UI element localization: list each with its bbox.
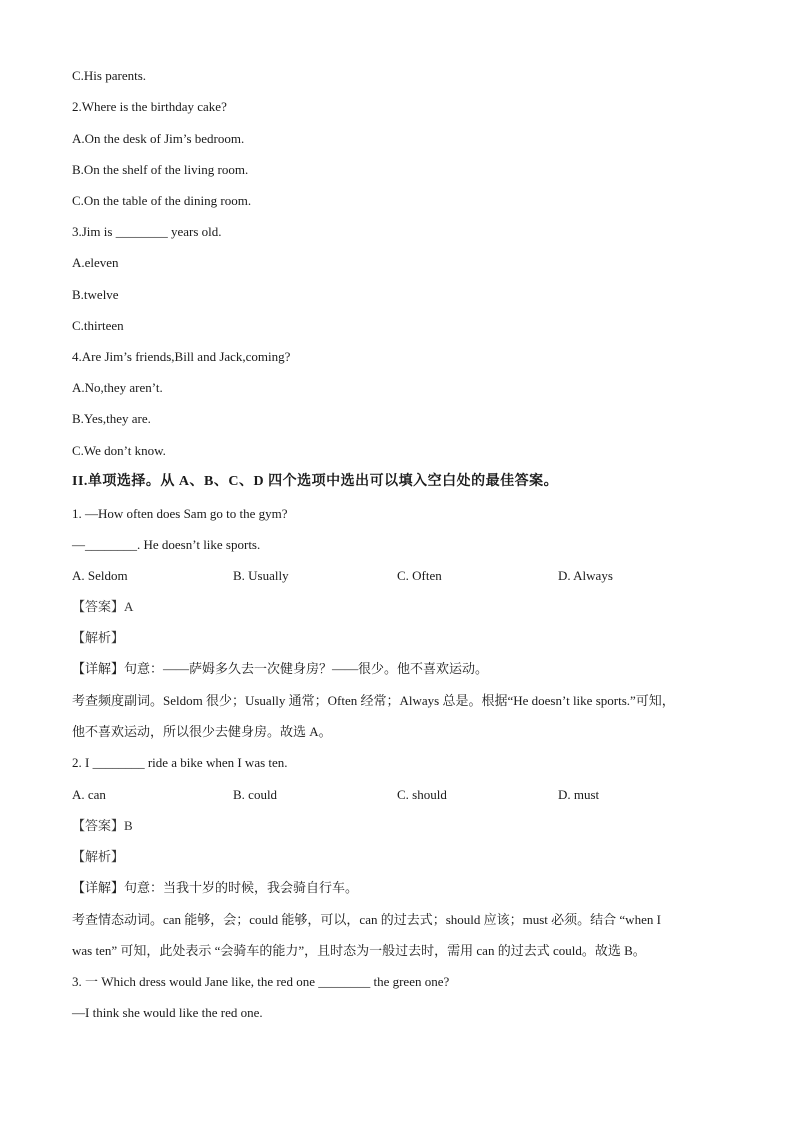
q2-option-b: B.On the shelf of the living room. <box>72 162 249 177</box>
mc2-option-c: C. should <box>397 787 447 802</box>
mc2-option-d: D. must <box>558 787 600 802</box>
q4-option-c: C.We don’t know. <box>72 443 166 458</box>
mc1-stem: 1. —How often does Sam go to the gym? <box>72 506 288 521</box>
mc1-analysis-label: 【解析】 <box>72 630 125 645</box>
mc2-options <box>72 787 772 803</box>
mc1-option-a: A. Seldom <box>72 568 128 583</box>
mc2-explain-line2: was ten” 可知，此处表示 “会骑车的能力”，且时态为一般过去时，需用 can 的过去式 could。故选 B。 <box>72 943 646 958</box>
mc2-analysis-label: 【解析】 <box>72 849 125 864</box>
mc2-stem: 2. I ________ ride a bike when I was ten. <box>72 755 288 770</box>
q3-option-c: C.thirteen <box>72 318 124 333</box>
mc1-option-d: D. Always <box>558 568 613 583</box>
mc1-explain-line1: 考查频度副词。Seldom 很少；Usually 通常；Often 经常；Always 总是。根据“He doesn’t like sports.”可知， <box>72 693 675 708</box>
mc3-reply: —I think she would like the red one. <box>72 1005 263 1020</box>
q2-stem: 2.Where is the birthday cake? <box>72 99 227 114</box>
q4-option-b: B.Yes,they are. <box>72 411 151 426</box>
mc1-options <box>72 568 772 584</box>
mc1-explain-line2: 他不喜欢运动，所以很少去健身房。故选 A。 <box>72 724 332 739</box>
q1-option-c: C.His parents. <box>72 68 147 83</box>
q3-option-a: A.eleven <box>72 255 119 270</box>
q2-option-a: A.On the desk of Jim’s bedroom. <box>72 131 245 146</box>
mc2-detail: 【详解】句意：当我十岁的时候，我会骑自行车。 <box>72 880 359 895</box>
mc2-answer: 【答案】B <box>72 818 133 833</box>
mc1-option-b: B. Usually <box>233 568 289 583</box>
mc2-option-a: A. can <box>72 787 106 802</box>
section-heading: II.单项选择。从 A、B、C、D 四个选项中选出可以填入空白处的最佳答案。 <box>72 474 559 489</box>
q3-stem: 3.Jim is ________ years old. <box>72 224 222 239</box>
mc2-explain-line1: 考查情态动词。can 能够，会；could 能够，可以，can 的过去式；should 应该；must 必须。结合 “when I <box>72 912 661 927</box>
mc2-option-b: B. could <box>233 787 278 802</box>
mc1-answer: 【答案】A <box>72 599 134 614</box>
q3-option-b: B.twelve <box>72 287 119 302</box>
mc1-reply: —________. He doesn’t like sports. <box>72 537 261 552</box>
mc1-option-c: C. Often <box>397 568 442 583</box>
mc3-stem: 3. 一 Which dress would Jane like, the red one ________ the green one? <box>72 974 450 989</box>
q2-option-c: C.On the table of the dining room. <box>72 193 252 208</box>
q4-option-a: A.No,they aren’t. <box>72 380 163 395</box>
mc1-detail: 【详解】句意：——萨姆多久去一次健身房？——很少。他不喜欢运动。 <box>72 661 489 676</box>
q4-stem: 4.Are Jim’s friends,Bill and Jack,coming? <box>72 349 291 364</box>
